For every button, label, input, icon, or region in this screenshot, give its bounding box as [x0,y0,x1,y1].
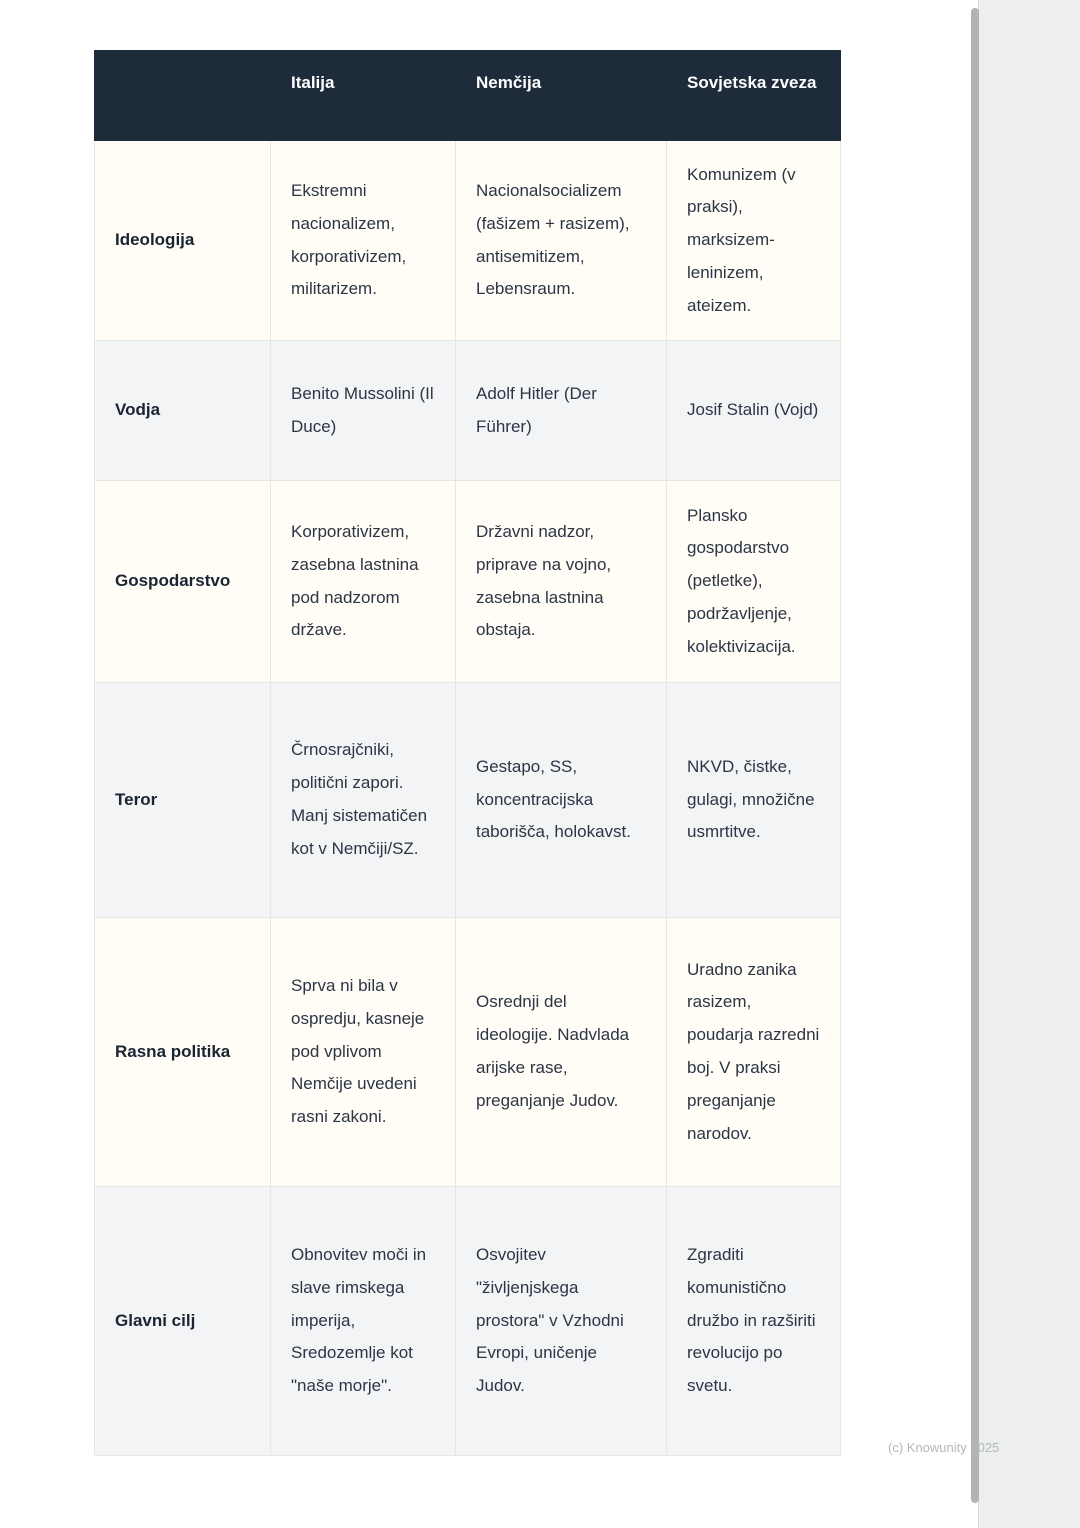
table-row-teror [95,683,841,918]
row-label-vodja: Vodja [95,341,271,481]
cell-glavni-cilj-italija: Obnovitev moči in slave rimskega imperija, Sredozemlje kot "naše morje". [271,1187,456,1456]
cell-teror-sovjetska-zveza: NKVD, čistke, gulagi, množične usmrtitve. [667,683,841,918]
cell-teror-italija: Črnosrajčniki, politični zapori. Manj sistematičen kot v Nemčiji/SZ. [271,683,456,918]
header-cell-italija: Italija [271,51,456,141]
cell-rasna-politika-sovjetska-zveza: Uradno zanika rasizem, poudarja razredni boj. V praksi preganjanje narodov. [667,918,841,1187]
watermark: (c) Knowunity 2025 [888,1440,1000,1455]
cell-teror-nemcija: Gestapo, SS, koncentracijska taborišča, holokavst. [456,683,667,918]
comparison-table [94,50,841,1456]
header-cell-sovjetska-zveza: Sovjetska zveza [667,51,841,141]
cell-ideologija-nemcija: Nacionalsocializem (fašizem + rasizem), antisemitizem, Lebensraum. [456,141,667,341]
table-row-rasna-politika [95,918,841,1187]
table-row-glavni-cilj [95,1187,841,1456]
row-label-glavni-cilj: Glavni cilj [95,1187,271,1456]
row-label-ideologija: Ideologija [95,141,271,341]
cell-gospodarstvo-sovjetska-zveza: Plansko gospodarstvo (petletke), podržavljenje, kolektivizacija. [667,481,841,683]
cell-ideologija-italija: Ekstremni nacionalizem, korporativizem, militarizem. [271,141,456,341]
cell-glavni-cilj-nemcija: Osvojitev "življenjskega prostora" v Vzhodni Evropi, uničenje Judov. [456,1187,667,1456]
cell-gospodarstvo-italija: Korporativizem, zasebna lastnina pod nadzorom države. [271,481,456,683]
cell-ideologija-sovjetska-zveza: Komunizem (v praksi), marksizem-leninizem, ateizem. [667,141,841,341]
header-cell-nemcija: Nemčija [456,51,667,141]
table-row-gospodarstvo [95,481,841,683]
cell-rasna-politika-italija: Sprva ni bila v ospredju, kasneje pod vplivom Nemčije uvedeni rasni zakoni. [271,918,456,1187]
header-cell-empty [95,51,271,141]
cell-vodja-sovjetska-zveza: Josif Stalin (Vojd) [667,341,841,481]
table-header-row [95,51,841,141]
cell-gospodarstvo-nemcija: Državni nadzor, priprave na vojno, zasebna lastnina obstaja. [456,481,667,683]
table-row-vodja [95,341,841,481]
scrollbar[interactable] [971,8,979,1503]
row-label-rasna-politika: Rasna politika [95,918,271,1187]
table-row-ideologija [95,141,841,341]
row-label-gospodarstvo: Gospodarstvo [95,481,271,683]
cell-glavni-cilj-sovjetska-zveza: Zgraditi komunistično družbo in razširiti revolucijo po svetu. [667,1187,841,1456]
row-label-teror: Teror [95,683,271,918]
page-margin-strip [978,0,1080,1528]
cell-vodja-italija: Benito Mussolini (Il Duce) [271,341,456,481]
cell-vodja-nemcija: Adolf Hitler (Der Führer) [456,341,667,481]
cell-rasna-politika-nemcija: Osrednji del ideologije. Nadvlada arijske rase, preganjanje Judov. [456,918,667,1187]
